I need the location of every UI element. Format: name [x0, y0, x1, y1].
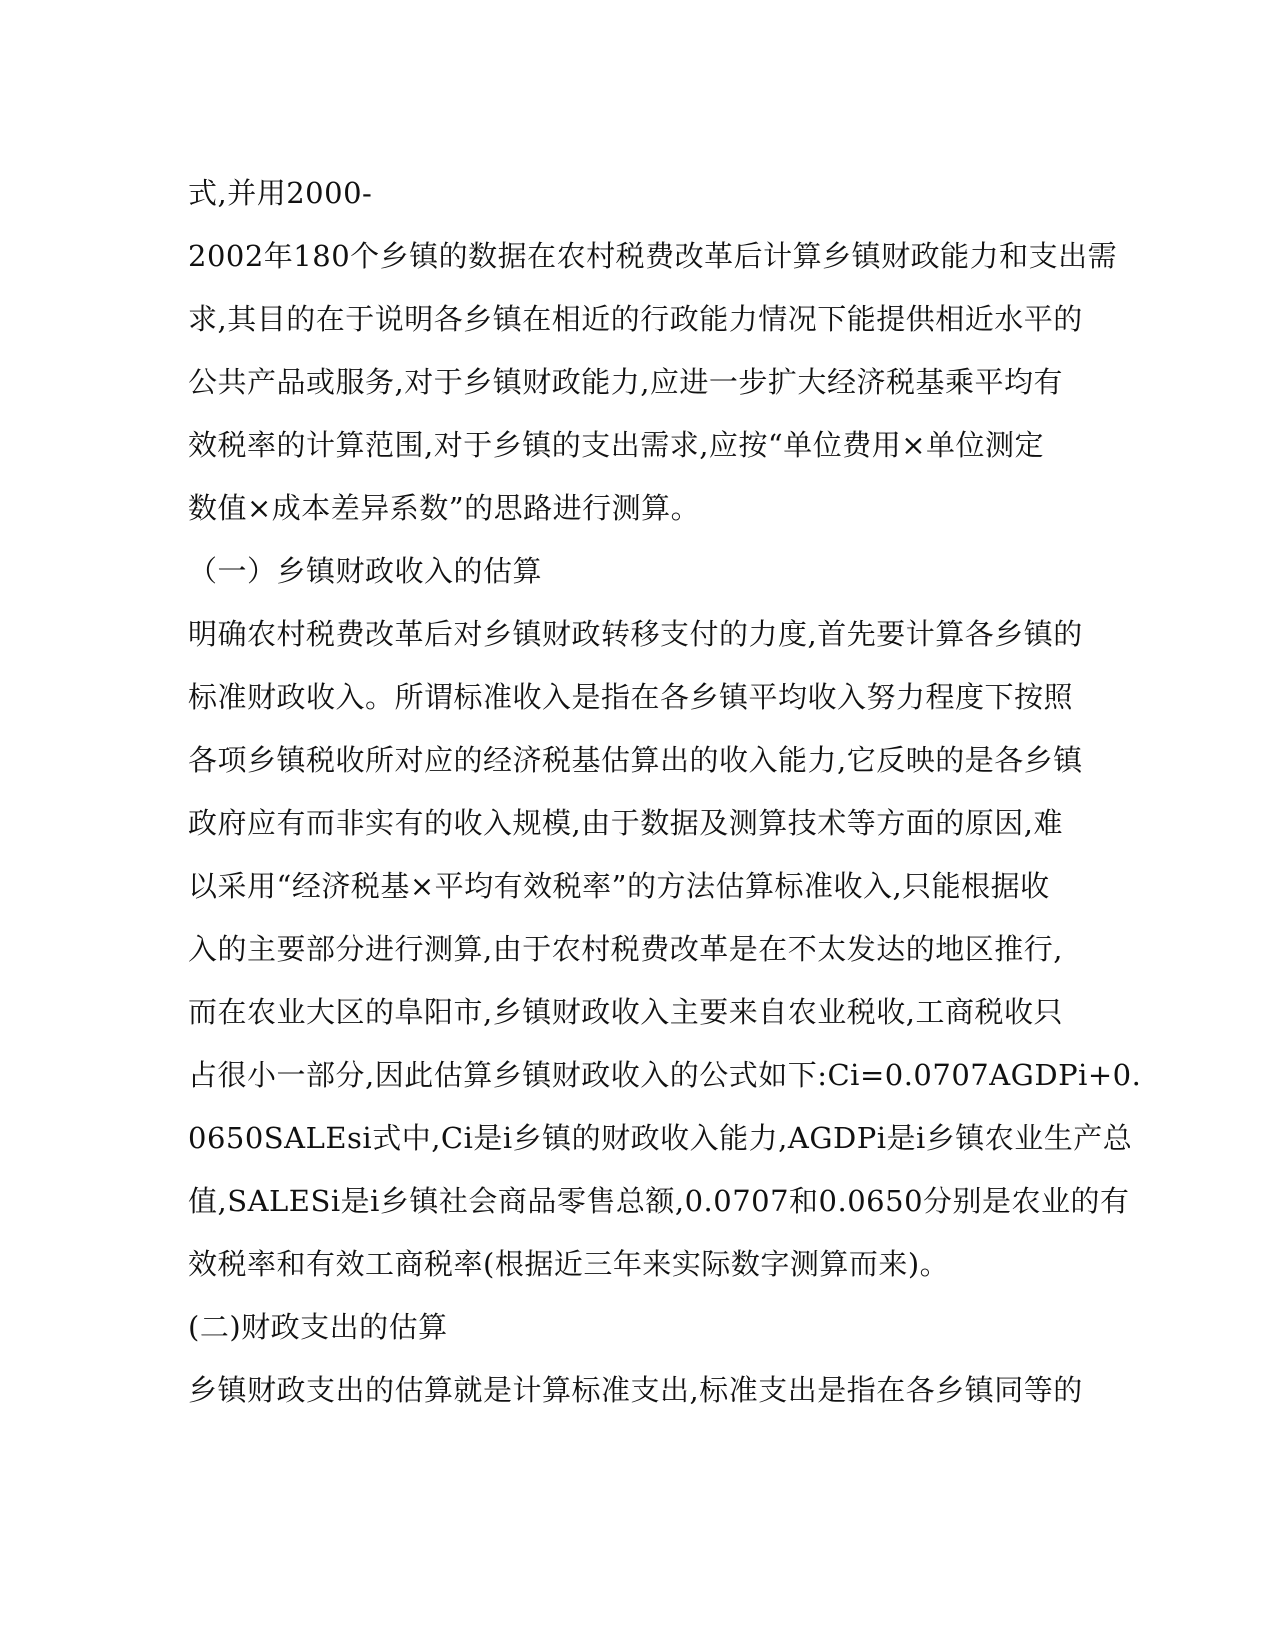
text-line: 数值×成本差异系数”的思路进行测算。	[188, 491, 701, 525]
text-line: 标准财政收入。所谓标准收入是指在各乡镇平均收入努力程度下按照	[188, 680, 1074, 714]
text-line: 明确农村税费改革后对乡镇财政转移支付的力度,首先要计算各乡镇的	[188, 617, 1083, 651]
text-line: 入的主要部分进行测算,由于农村税费改革是在不太发达的地区推行,	[188, 932, 1063, 966]
text-line: 效税率和有效工商税率(根据近三年来实际数字测算而来)。	[188, 1247, 950, 1281]
text-line: 公共产品或服务,对于乡镇财政能力,应进一步扩大经济税基乘平均有	[188, 365, 1063, 399]
text-line: 以采用“经济税基×平均有效税率”的方法估算标准收入,只能根据收	[188, 869, 1050, 903]
text-line: 2002年180个乡镇的数据在农村税费改革后计算乡镇财政能力和支出需	[188, 239, 1118, 273]
text-line: 政府应有而非实有的收入规模,由于数据及测算技术等方面的原因,难	[188, 806, 1063, 840]
section-heading-1: （一）乡镇财政收入的估算	[188, 554, 543, 588]
body-text	[188, 162, 1142, 1422]
text-line: 值,SALESi是i乡镇社会商品零售总额,0.0707和0.0650分别是农业的有	[188, 1184, 1130, 1218]
text-line: 效税率的计算范围,对于乡镇的支出需求,应按“单位费用×单位测定	[188, 428, 1045, 462]
text-line: 求,其目的在于说明各乡镇在相近的行政能力情况下能提供相近水平的	[188, 302, 1083, 336]
section-heading-2: (二)财政支出的估算	[188, 1310, 448, 1344]
text-line: 式,并用2000-	[188, 176, 373, 210]
text-line: 占很小一部分,因此估算乡镇财政收入的公式如下:Ci=0.0707AGDPi+0.	[188, 1058, 1142, 1092]
text-line: 而在农业大区的阜阳市,乡镇财政收入主要来自农业税收,工商税收只	[188, 995, 1063, 1029]
text-line: 0650SALEsi式中,Ci是i乡镇的财政收入能力,AGDPi是i乡镇农业生产总	[188, 1121, 1133, 1155]
text-line: 各项乡镇税收所对应的经济税基估算出的收入能力,它反映的是各乡镇	[188, 743, 1083, 777]
text-line: 乡镇财政支出的估算就是计算标准支出,标准支出是指在各乡镇同等的	[188, 1373, 1083, 1407]
